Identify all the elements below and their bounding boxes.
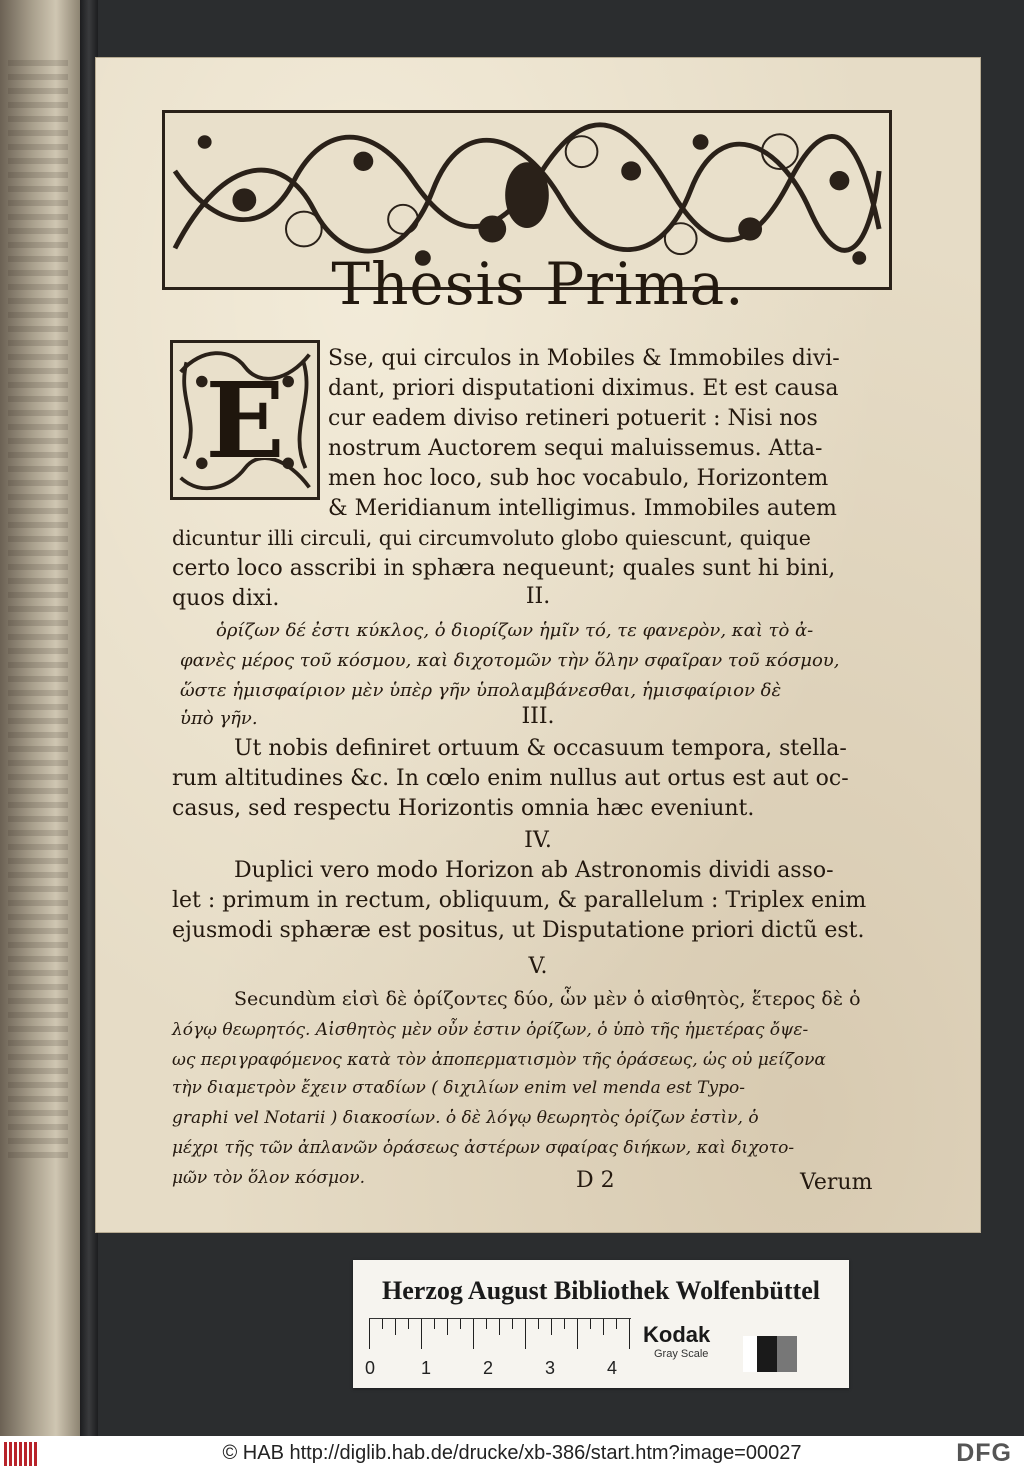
para4-line-1: Duplici vero modo Horizon ab Astronomis dividi asso- xyxy=(234,858,834,883)
gray-patch-white xyxy=(743,1336,757,1372)
ruler-tick xyxy=(434,1319,435,1329)
greek2-line-1: ὁρίζων δέ ἐστι κύκλος, ὁ διορίζων ἡμῖν τό, τε φανερὸν, καὶ τὸ ἀ- xyxy=(216,620,814,641)
para5-line-4: τὴν διαμετρὸν ἔχειν σταδίων ( διχιλίων enim vel menda est Typo- xyxy=(172,1078,745,1098)
book-page xyxy=(96,58,980,1232)
greek2-line-3: ὥστε ἡμισφαίριον μὲν ὑπὲρ γῆν ὑπολαμβάνεσθαι, ἡμισφαίριον δὲ xyxy=(180,680,782,701)
page-title: Thesis Prima. xyxy=(331,250,745,318)
ruler-tick xyxy=(408,1319,409,1329)
citation-url[interactable]: © HAB http://diglib.hab.de/drucke/xb-386/start.htm?image=00027 xyxy=(222,1442,802,1464)
para1-line-9: quos dixi. xyxy=(172,586,280,611)
adjacent-page-edge xyxy=(0,0,80,1440)
para1-line-7: dicuntur illi circuli, qui circumvoluto globo quiescunt, quique xyxy=(172,526,811,550)
para3-line-1: Ut nobis definiret ortuum & occasuum tempora, stella- xyxy=(234,736,847,761)
viewer-footer xyxy=(0,1436,1024,1471)
ruler-number-1: 1 xyxy=(421,1358,432,1378)
ruler-tick xyxy=(512,1319,513,1329)
gray-patch-black xyxy=(757,1336,777,1372)
ruler-scale xyxy=(369,1318,631,1356)
ruler-tick xyxy=(564,1319,565,1329)
para4-line-3: ejusmodi sphæræ est positus, ut Disputatione priori dictũ est. xyxy=(172,918,865,943)
ruler-tick xyxy=(629,1319,630,1349)
ruler-tick xyxy=(395,1319,396,1335)
para1-line-2: dant, priori disputationi diximus. Et est causa xyxy=(328,376,839,401)
ruler-tick xyxy=(473,1319,474,1349)
signature-mark: D 2 xyxy=(576,1168,615,1193)
library-color-card xyxy=(353,1260,849,1388)
ruler-tick xyxy=(460,1319,461,1329)
catchword: Verum xyxy=(800,1170,873,1195)
ruler-tick xyxy=(551,1319,552,1335)
gray-patch-mid xyxy=(777,1336,797,1372)
ruler-tick xyxy=(616,1319,617,1329)
para5-line-7: μῶν τὸν ὅλον κόσμον. xyxy=(172,1168,366,1188)
gray-scale-label: Gray Scale xyxy=(654,1348,709,1360)
para5-line-5: graphi vel Notarii ) διακοσίων. ὁ δὲ λόγῳ θεωρητὸς ὁρίζων ἐστὶν, ὁ xyxy=(172,1108,759,1128)
ruler-tick xyxy=(382,1319,383,1329)
heading-2: II. xyxy=(525,584,551,609)
para3-line-3: casus, sed respectu Horizontis omnia hæc eveniunt. xyxy=(172,796,755,821)
para1-line-6: & Meridianum intelligimus. Immobiles autem xyxy=(328,496,837,521)
ruler-number-2: 2 xyxy=(483,1358,494,1378)
heading-3: III. xyxy=(521,704,555,729)
initial-letter: E xyxy=(205,358,285,482)
greek2-line-4: ὑπὸ γῆν. xyxy=(180,708,258,729)
dfg-logo: DFG xyxy=(956,1439,1012,1467)
library-name: Herzog August Bibliothek Wolfenbüttel xyxy=(382,1276,820,1305)
ruler-tick xyxy=(538,1319,539,1329)
ruler-tick xyxy=(486,1319,487,1329)
ruler-tick xyxy=(525,1319,526,1349)
ruler-tick xyxy=(590,1319,591,1329)
para1-line-3: cur eadem diviso retineri potuerit : Nisi nos xyxy=(328,406,818,431)
kodak-brand: Kodak xyxy=(643,1322,711,1347)
para4-line-2: let : primum in rectum, obliquum, & parallelum : Triplex enim xyxy=(172,888,867,913)
ruler-tick xyxy=(499,1319,500,1335)
ruler-tick xyxy=(369,1319,370,1349)
ruler-number-0: 0 xyxy=(365,1358,376,1378)
greek2-line-2: φανὲς μέρος τοῦ κόσμου, καὶ διχοτομῶν τὴν ὅλην σφαῖραν τοῦ κόσμου, xyxy=(180,650,840,671)
para5-line-6: μέχρι τῆς τῶν ἀπλανῶν ὁράσεως ἀστέρων σφαίρας διήκων, καὶ διχοτο- xyxy=(172,1138,795,1158)
para5-line-2: λόγῳ θεωρητός. Αἰσθητὸς μὲν οὖν ἐστιν ὁρίζων, ὁ ὑπὸ τῆς ἡμετέρας ὄψε- xyxy=(172,1020,809,1040)
ruler-tick xyxy=(603,1319,604,1335)
decorated-initial xyxy=(170,340,320,500)
heading-5: V. xyxy=(528,954,548,979)
para5-line-3: ως περιγραφόμενος κατὰ τὸν ἀποπερματισμὸν τῆς ὁράσεως, ὡς οὐ μείζονα xyxy=(172,1050,826,1070)
ruler-tick xyxy=(421,1319,422,1349)
para5-line-1: Secundùm εἰσὶ δὲ ὁρίζοντες δύο, ὧν μὲν ὁ αἰσθητὸς, ἕτερος δὲ ὁ xyxy=(234,988,861,1010)
ruler-tick xyxy=(447,1319,448,1335)
para1-line-5: men hoc loco, sub hoc vocabulo, Horizontem xyxy=(328,466,829,491)
para3-line-2: rum altitudines &c. In cœlo enim nullus aut ortus est aut oc- xyxy=(172,766,849,791)
ruler-number-3: 3 xyxy=(545,1358,556,1378)
ruler-tick xyxy=(577,1319,578,1349)
heading-4: IV. xyxy=(524,828,552,853)
para1-line-1: Sse, qui circulos in Mobiles & Immobiles divi- xyxy=(328,346,840,371)
ruler-number-4: 4 xyxy=(607,1358,618,1378)
para1-line-8: certo loco asscribi in sphæra nequeunt; quales sunt hi bini, xyxy=(172,556,836,581)
para1-line-4: nostrum Auctorem sequi maluissemus. Atta- xyxy=(328,436,823,461)
